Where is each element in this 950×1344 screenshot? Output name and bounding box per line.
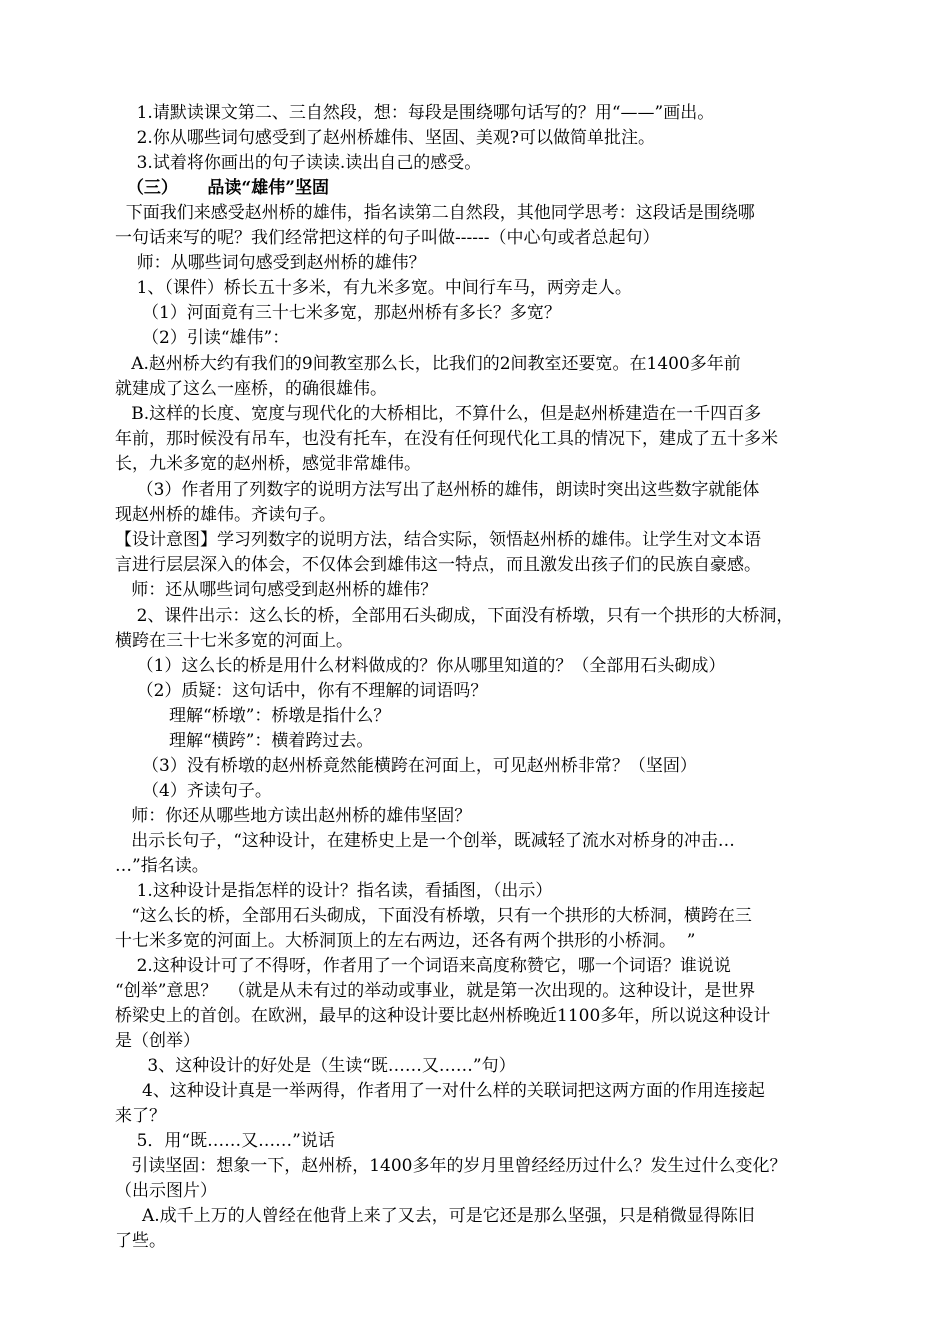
text-line: A.成千上万的人曾经在他背上来了又去，可是它还是那么坚强，只是稍微显得陈旧 (115, 1206, 755, 1226)
text-line: （2）引读“雄伟”： (115, 328, 290, 348)
text-line: 1.请默读课文第二、三自然段，想：每段是围绕哪句话写的？用“——”画出。 (115, 103, 715, 123)
text-line: B.这样的长度、宽度与现代化的大桥相比，不算什么，但是赵州桥建造在一千四百多 (115, 404, 762, 424)
text-line: 引读坚固：想象一下，赵州桥，1400多年的岁月里曾经经历过什么？发生过什么变化？ (115, 1156, 787, 1176)
text-line: 理解“桥墩”：桥墩是指什么？ (115, 706, 391, 726)
text-line: 1.这种设计是指怎样的设计？指名读，看插图，（出示） (115, 881, 553, 901)
text-line: （出示图片） (115, 1181, 217, 1201)
text-line: “创举”意思？ （就是从未有过的举动或事业，就是第一次出现的。这种设计，是世界 (115, 981, 756, 1001)
text-line: “这么长的桥，全部用石头砌成，下面没有桥墩，只有一个拱形的大桥洞，横跨在三 (115, 906, 752, 926)
text-line: 来了？ (115, 1106, 166, 1126)
text-line: （4）齐读句子。 (115, 781, 272, 801)
text-line: 【设计意图】学习列数字的说明方法，结合实际，领悟赵州桥的雄伟。让学生对文本语 (115, 530, 761, 550)
text-line: 一句话来写的呢？我们经常把这样的句子叫做------（中心句或者总起句） (115, 228, 660, 248)
text-line: 5．用“既……又……”说话 (115, 1131, 335, 1151)
text-line: （3）作者用了列数字的说明方法写出了赵州桥的雄伟，朗读时突出这些数字就能体 (115, 480, 760, 500)
text-line: 下面我们来感受赵州桥的雄伟，指名读第二自然段，其他同学思考：这段话是围绕哪 (115, 203, 755, 223)
text-line: 就建成了这么一座桥，的确很雄伟。 (115, 379, 387, 399)
text-line: 3、这种设计的好处是（生读“既……又……”句） (115, 1056, 516, 1076)
text-line: 师：你还从哪些地方读出赵州桥的雄伟坚固？ (115, 806, 472, 826)
text-line: …”指名读。 (115, 856, 209, 876)
text-line: 现赵州桥的雄伟。齐读句子。 (115, 505, 336, 525)
text-line: 3.试着将你画出的句子读读.读出自己的感受。 (115, 153, 482, 173)
text-line: 是（创举） (115, 1031, 200, 1051)
text-line: 长，九米多宽的赵州桥，感觉非常雄伟。 (115, 454, 421, 474)
text-line: （1）这么长的桥是用什么材料做成的？你从哪里知道的？（全部用石头砌成） (115, 656, 726, 676)
text-line: 横跨在三十七米多宽的河面上。 (115, 631, 353, 651)
text-line: 2.这种设计可了不得呀，作者用了一个词语来高度称赞它，哪一个词语？谁说说 (115, 956, 731, 976)
text-line: 理解“横跨”：横着跨过去。 (115, 731, 374, 751)
text-line: （2）质疑：这句话中，你有不理解的词语吗？ (115, 681, 488, 701)
text-line: 师：从哪些词句感受到赵州桥的雄伟？ (115, 253, 426, 273)
text-line: 了些。 (115, 1231, 166, 1251)
text-line: 师：还从哪些词句感受到赵州桥的雄伟？ (115, 580, 438, 600)
text-line: 出示长句子，“这种设计，在建桥史上是一个创举，既减轻了流水对桥身的冲击… (115, 831, 735, 851)
text-line: 十七米多宽的河面上。大桥洞顶上的左右两边，还各有两个拱形的小桥洞。 ” (115, 931, 696, 951)
text-line: （1）河面竟有三十七米多宽，那赵州桥有多长？多宽？ (115, 303, 561, 323)
text-line: 桥梁史上的首创。在欧洲，最早的这种设计要比赵州桥晚近1100多年，所以说这种设计 (115, 1006, 771, 1026)
text-line: （3）没有桥墩的赵州桥竟然能横跨在河面上，可见赵州桥非常？（坚固） (115, 756, 697, 776)
text-line: 年前，那时候没有吊车，也没有托车，在没有任何现代化工具的情况下，建成了五十多米 (115, 429, 778, 449)
text-line: 1、（课件）桥长五十多米，有九米多宽。中间行车马，两旁走人。 (115, 278, 632, 298)
text-line: 2、课件出示：这么长的桥，全部用石头砌成，下面没有桥墩，只有一个拱形的大桥洞， (115, 606, 794, 626)
section-heading: （三） 品读“雄伟”坚固 (115, 178, 329, 198)
text-line: 4、这种设计真是一举两得，作者用了一对什么样的关联词把这两方面的作用连接起 (115, 1081, 765, 1101)
text-line: A.赵州桥大约有我们的9间教室那么长，比我们的2间教室还要宽。在1400多年前 (115, 354, 741, 374)
text-line: 2.你从哪些词句感受到了赵州桥雄伟、坚固、美观?可以做简单批注。 (115, 128, 655, 148)
text-line: 言进行层层深入的体会，不仅体会到雄伟这一特点，而且激发出孩子们的民族自豪感。 (115, 555, 761, 575)
